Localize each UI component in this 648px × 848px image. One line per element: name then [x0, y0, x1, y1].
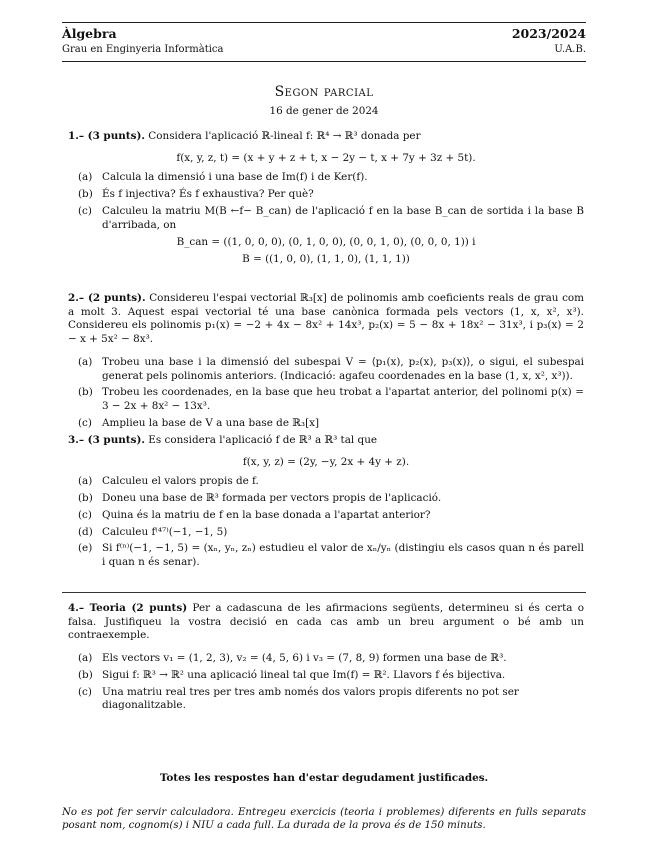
academic-year: 2023/2024 — [511, 26, 586, 41]
header-top-rule — [62, 22, 586, 23]
problem-1-item-c: (c) Calculeu la matriu M(B ←f− B_can) de l'aplicació f en la base B_can de sortida i la base B d'arribada, on — [78, 204, 584, 231]
footer-instructions-bold: Totes les respostes han d'estar degudament justificades. — [159, 772, 489, 784]
problem-3-item-e: (e) Si f⁽ⁿ⁾(−1, −1, 5) = (xₙ, yₙ, zₙ) estudieu el valor de xₙ/yₙ (distingiu els casos quan n és parell i quan n és senar). — [78, 542, 584, 569]
header-bottom-rule — [62, 61, 586, 62]
degree-name: Grau en Enginyeria Informàtica — [62, 43, 224, 55]
problem-1-item-a: (a) Calcula la dimensió i una base de Im(f) i de Ker(f). — [78, 171, 368, 184]
problem-2-intro: Considereu l'espai vectorial ℝ₃[x] de polinomis amb coeficients reals de grau com a molt 3. Aquest espai vectorial té una base canònica formada pels vectors (1, x, x², x³). Considereu els polinomis p₁(x) = −2 + 4x − 8x² + 14x³, p₂(x) = 5 − 8x + 18x² − 31x³, i p₃(x) = 2 − x + 5x² − 8x³. — [68, 292, 584, 346]
exam-date: 16 de gener de 2024 — [269, 105, 379, 117]
problem-1-intro: Considera l'aplicació ℝ-lineal f: ℝ⁴ → ℝ³ donada per — [148, 130, 421, 142]
problem-1-item-b: (b) És f injectiva? És f exhaustiva? Per què? — [78, 188, 314, 201]
problem-3-intro: Es considera l'aplicació f de ℝ³ a ℝ³ tal que — [148, 434, 378, 446]
problem-2-item-c: (c) Amplieu la base de V a una base de ℝ₃[x] — [78, 416, 320, 429]
problem-2-item-b: (b) Trobeu les coordenades, en la base que heu trobat a l'apartat anterior, del polinomi p(x) = 3 − 2x + 8x² − 13x³. — [78, 386, 584, 413]
problem-4-item-c: (c) Una matriu real tres per tres amb només dos valors propis diferents no pot ser diagonalitzable. — [78, 685, 519, 712]
basis-can: B_can = ((1, 0, 0, 0), (0, 1, 0, 0), (0, 0, 1, 0), (0, 0, 0, 1)) i — [176, 236, 476, 249]
problem-4-item-b: (b) Sigui f: ℝ³ → ℝ² una aplicació lineal tal que Im(f) = ℝ². Llavors f és bijectiva. — [78, 668, 506, 681]
university-name: U.A.B. — [554, 43, 586, 55]
problem-4-intro: Per a cadascuna de les afirmacions següents, determineu si és certa o falsa. Justifiqueu la vostra decisió en cada cas amb un breu argument o bé amb un contraexemple. — [68, 602, 585, 642]
problem-3 — [68, 434, 584, 570]
basis-b: B = ((1, 0, 0), (1, 1, 0), (1, 1, 1)) — [242, 253, 410, 266]
problem-4-number: 4.– Teoria (2 punts) — [68, 602, 188, 614]
section-divider — [62, 592, 586, 593]
problem-3-item-a: (a) Calculeu el valors propis de f. — [78, 475, 259, 488]
problem-1-formula: f(x, y, z, t) = (x + y + z + t, x − 2y − t, x + 7y + 3z + 5t). — [176, 151, 476, 164]
problem-4 — [68, 602, 584, 713]
problem-2-number: 2.– (2 punts). — [68, 292, 146, 304]
problem-2 — [68, 292, 584, 431]
header — [62, 22, 586, 62]
problem-3-number: 3.– (3 punts). — [68, 434, 145, 446]
exam-title: Segon parcial — [274, 84, 374, 100]
problem-3-item-b: (b) Doneu una base de ℝ³ formada per vectors propis de l'aplicació. — [78, 492, 442, 505]
problem-4-item-a: (a) Els vectors v₁ = (1, 2, 3), v₂ = (4, 5, 6) i v₃ = (7, 8, 9) formen una base de ℝ³. — [78, 652, 507, 665]
problem-3-item-c: (c) Quina és la matriu de f en la base donada a l'apartat anterior? — [78, 508, 431, 521]
problem-2-item-a: (a) Trobeu una base i la dimensió del subespai V = ⟨p₁(x), p₂(x), p₃(x)⟩, o sigui, el subespai generat pels polinomis anteriors. (Indicació: agafeu coordenades en la base (1, x, x², x³)). — [78, 355, 584, 382]
problem-1 — [68, 130, 584, 267]
footer-instructions-italic: No es pot fer servir calculadora. Entregeu exercicis (teoria i problemes) diferents en fulls separats posant nom, cognom(s) i NIU a cada full. La durada de la prova és de 150 minuts. — [62, 807, 586, 832]
course-name: Àlgebra — [62, 26, 117, 41]
problem-3-item-d: (d) Calculeu f⁽⁴⁷⁾(−1, −1, 5) — [78, 525, 228, 538]
problem-1-number: 1.– (3 punts). — [68, 130, 145, 142]
problem-3-formula: f(x, y, z) = (2y, −y, 2x + 4y + z). — [242, 455, 410, 468]
